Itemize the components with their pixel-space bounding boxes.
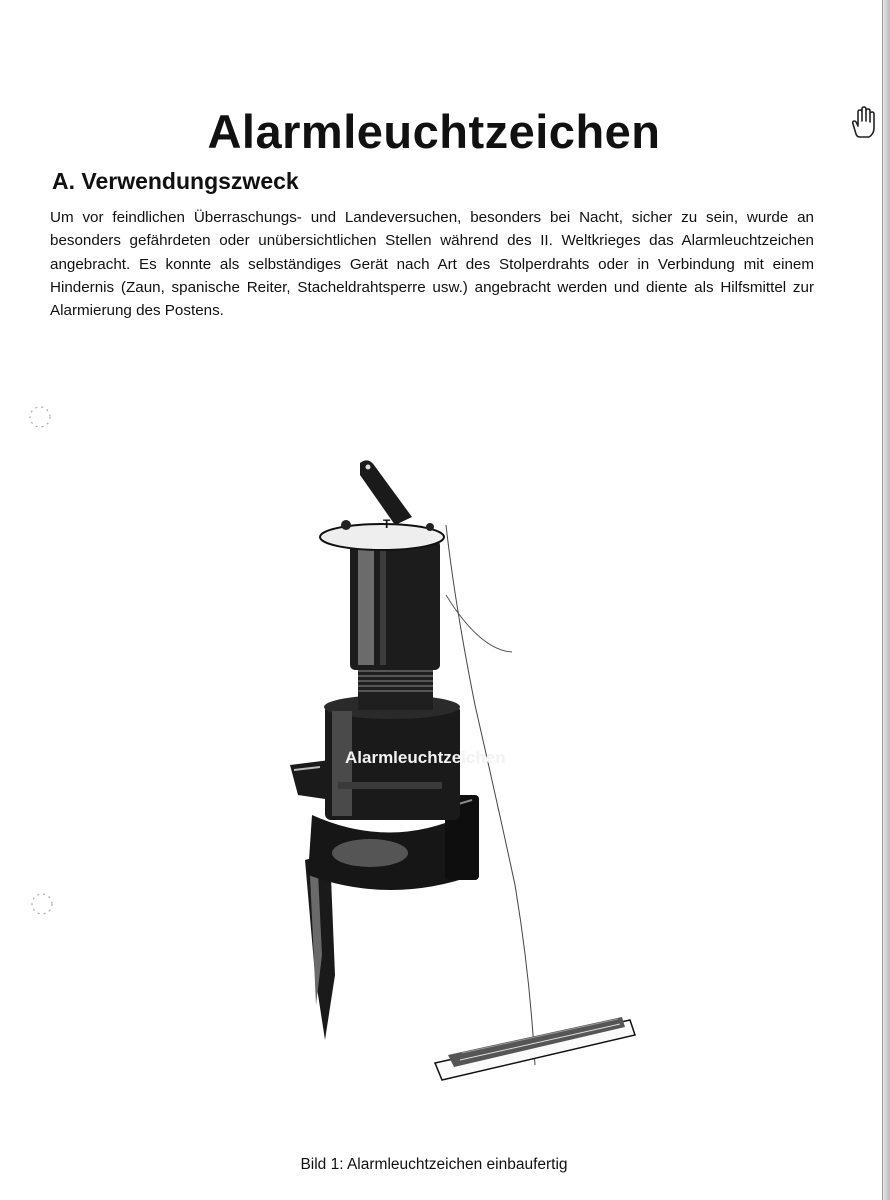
page-edge [883,0,890,1200]
svg-text:Alarmleuchtzeichen: Alarmleuchtzeichen [345,748,506,767]
svg-text:T: T [383,517,391,531]
figure-caption: Bild 1: Alarmleuchtzeichen einbaufertig [300,1156,568,1173]
punch-hole-mark [22,400,62,434]
body-paragraph: Um vor feindlichen Überraschungs- und Landeversuchen, besonders bei Nacht, sicher zu sein, wurde an besonders gefährdeten oder unübersichtlichen Stellen während des II. Weltkrieges das Alarmleuchtzeichen angebracht. Es konnte als selbständiges Gerät nach Art des Stolperdrahts oder in Verbindung mit einem Hindernis (Zaun, spanische Reiter, Stacheldrahtsperre usw.) angebracht werden und diente als Hilfsmittel zur Alarmierung des Postens. [50,209,814,320]
alarm-device-illustration [250,455,670,1105]
section-heading: A. Verwendungszweck [52,168,299,194]
punch-hole-mark [24,887,64,921]
ground-anchor-plate [435,1017,635,1080]
firing-lever [360,460,412,531]
document-title: Alarmleuchtzeichen [207,105,661,158]
